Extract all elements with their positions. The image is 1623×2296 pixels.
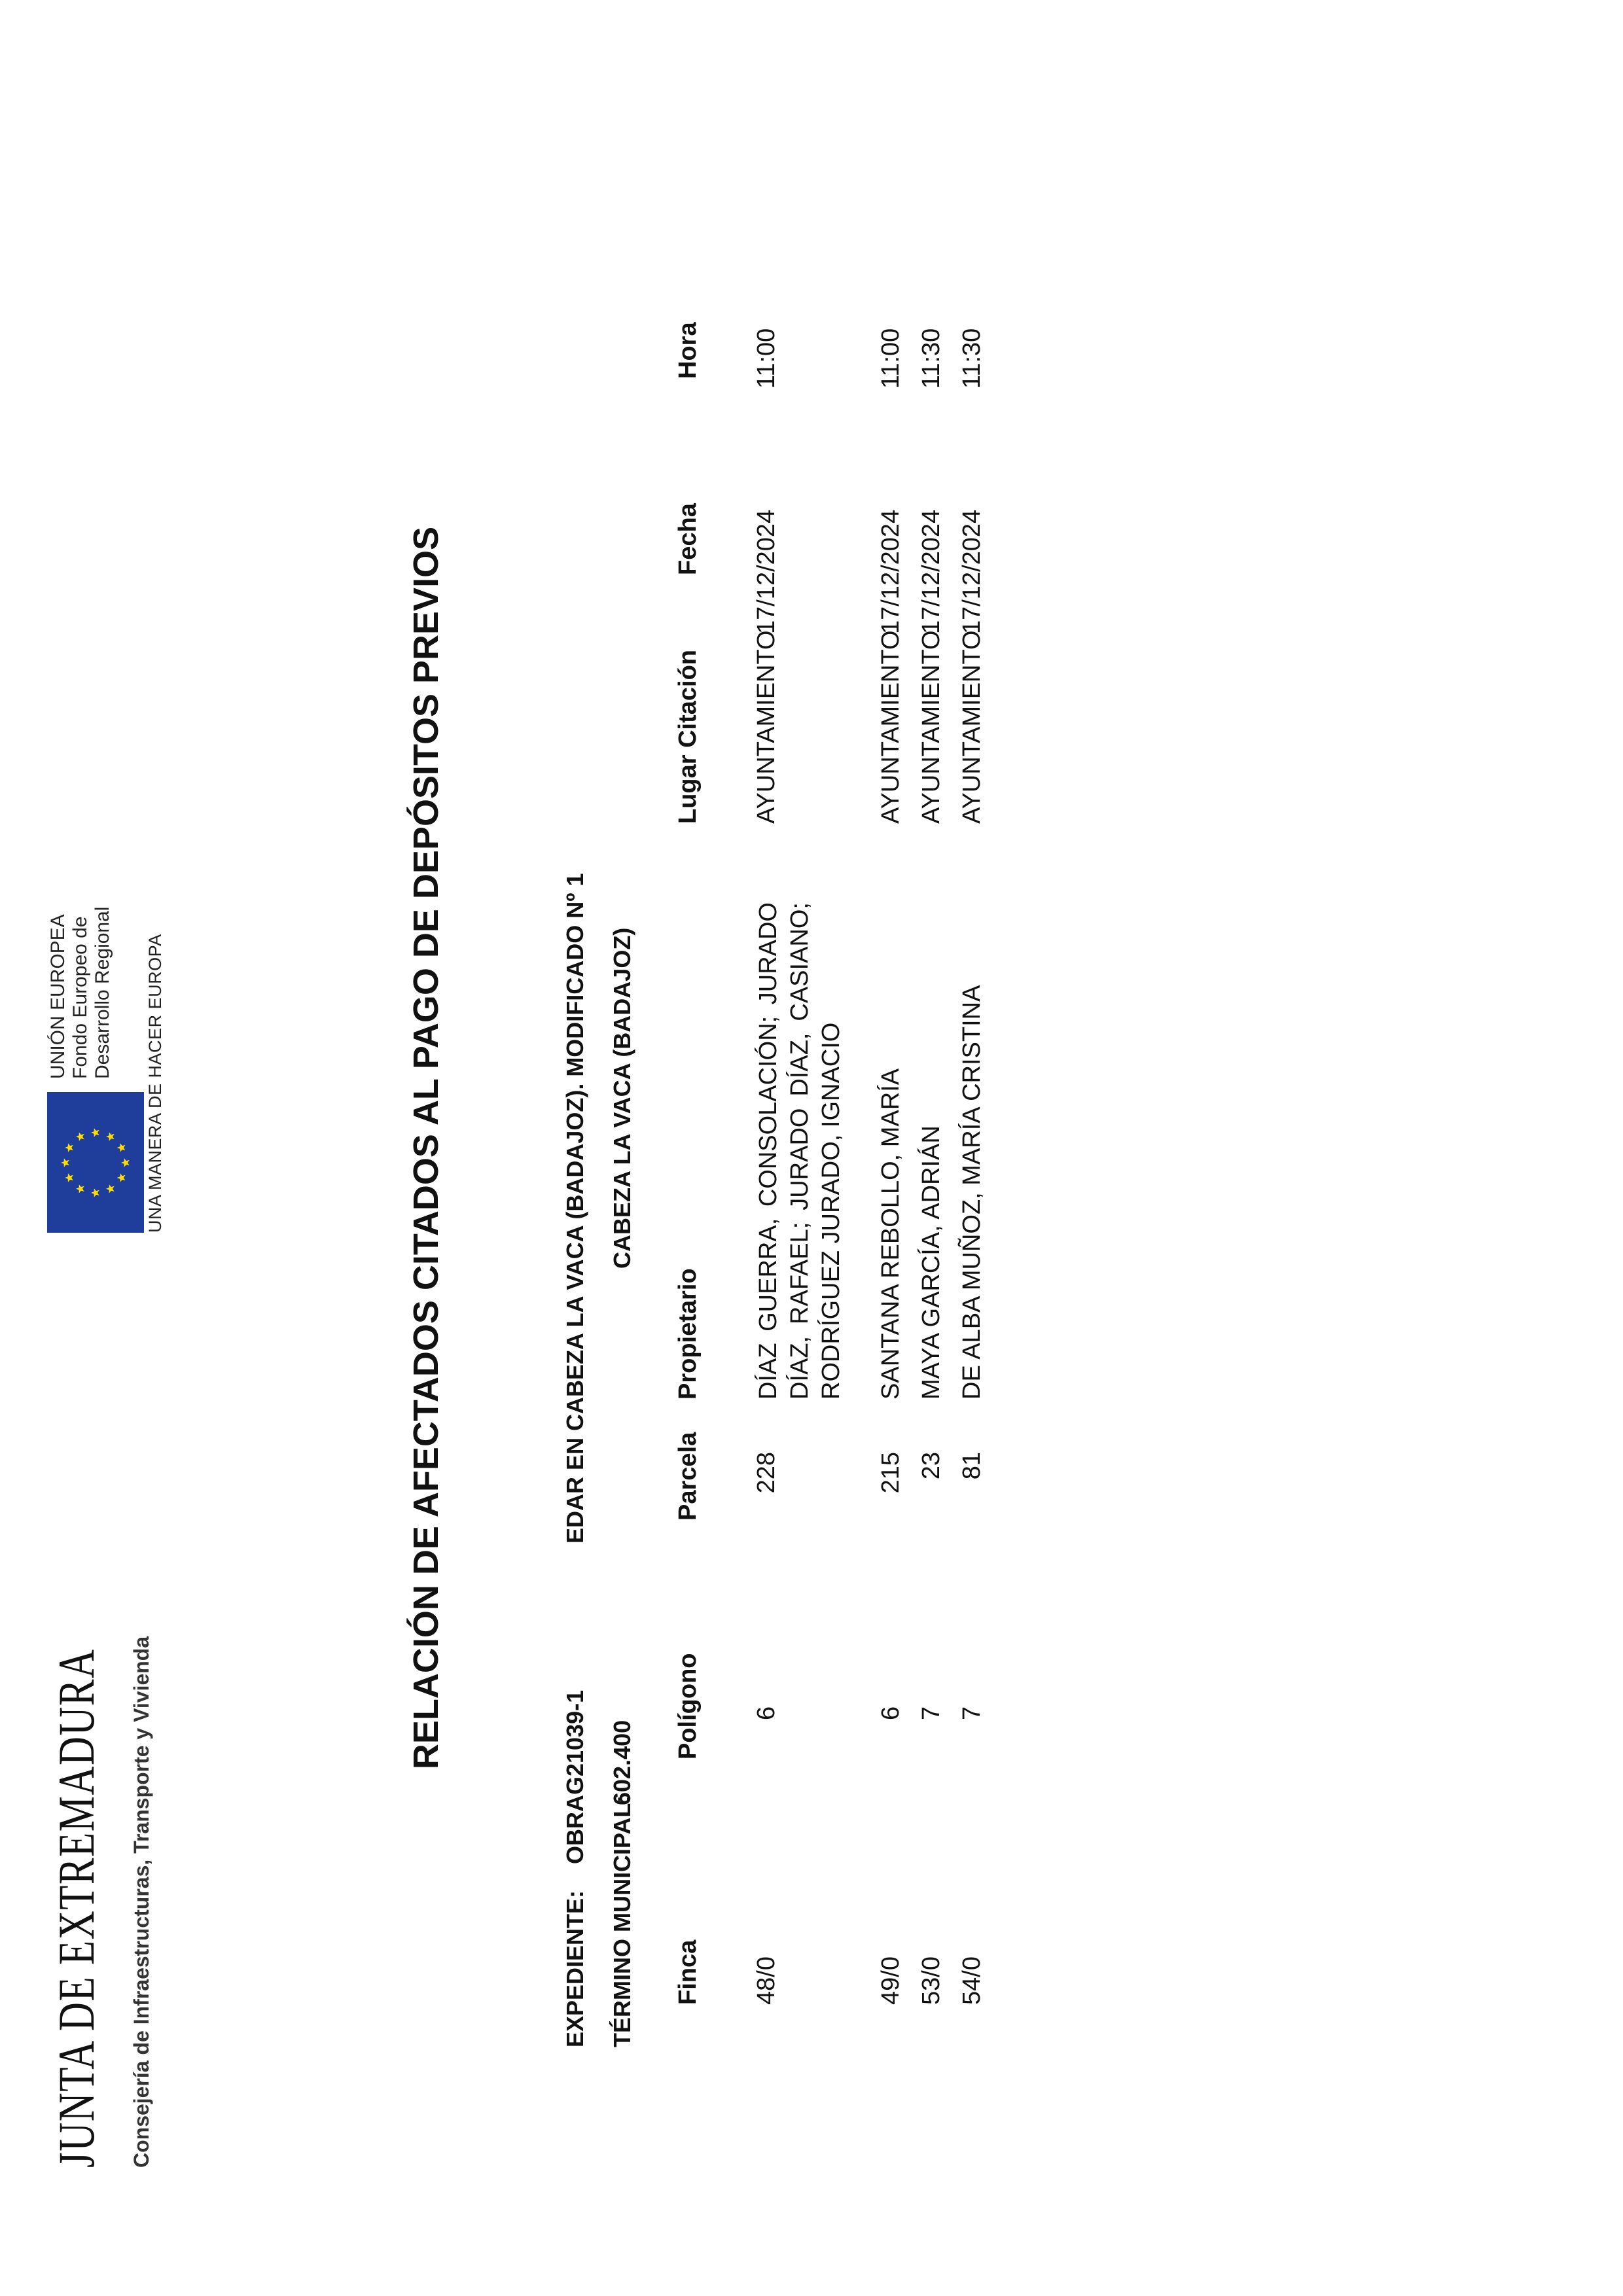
eu-text-block — [47, 907, 114, 1079]
expediente-description: EDAR EN CABEZA LA VACA (BADAJOZ). MODIFICADO Nº 1 — [562, 873, 588, 1544]
cell-finca: 53/0 — [918, 1956, 945, 2005]
cell-hora: 11:30 — [958, 328, 986, 389]
cell-lugar: AYUNTAMIENTO — [958, 630, 986, 824]
termino-description: CABEZA LA VACA (BADAJOZ) — [609, 927, 635, 1269]
eu-line-2: Fondo Europeo de — [69, 916, 91, 1079]
cell-finca: 49/0 — [877, 1956, 904, 2005]
cell-finca: 54/0 — [958, 1956, 986, 2005]
eu-star — [117, 1143, 126, 1152]
eu-slogan: UNA MANERA DE HACER EUROPA — [145, 934, 165, 1233]
cell-lugar: AYUNTAMIENTO — [877, 630, 904, 824]
cell-propietario: DÍAZ GUERRA, CONSOLACIÓN; JURADO DÍAZ, RAFAEL; JURADO DÍAZ, CASIANO; RODRÍGUEZ JURADO, IGNACIO — [755, 902, 845, 1400]
column-header-parcela: Parcela — [674, 1432, 702, 1521]
expediente-value: OBRAG21039-1 — [562, 1689, 588, 1864]
cell-propietario: DE ALBA MUÑOZ, MARÍA CRISTINA — [958, 985, 986, 1400]
cell-parcela: 215 — [877, 1452, 904, 1494]
eu-flag-icon — [47, 1092, 144, 1233]
cell-poligono: 6 — [753, 1706, 780, 1720]
termino-value: 602.400 — [609, 1720, 635, 1805]
eu-star — [91, 1128, 99, 1137]
eu-star — [65, 1143, 73, 1152]
consejeria-name: Consejería de Infraestructuras, Transporte y Vivienda — [130, 1636, 153, 2168]
column-header-poligono: Polígono — [674, 1653, 702, 1759]
column-header-lugar: Lugar Citación — [674, 649, 702, 824]
column-header-hora: Hora — [674, 322, 702, 379]
page-title: RELACIÓN DE AFECTADOS CITADOS AL PAGO DE DEPÓSITOS PREVIOS — [406, 526, 446, 1770]
cell-lugar: AYUNTAMIENTO — [753, 630, 780, 824]
cell-hora: 11:30 — [918, 328, 945, 389]
eu-star — [76, 1133, 84, 1141]
cell-hora: 11:00 — [877, 328, 904, 389]
cell-poligono: 7 — [958, 1706, 986, 1720]
cell-parcela: 23 — [918, 1452, 945, 1480]
expediente-label: EXPEDIENTE: — [562, 1890, 588, 2047]
termino-label: TÉRMINO MUNICIPAL: — [609, 1795, 635, 2047]
cell-propietario: SANTANA REBOLLO, MARÍA — [877, 1068, 904, 1400]
cell-parcela: 81 — [958, 1452, 986, 1480]
column-header-finca: Finca — [674, 1939, 702, 2005]
eu-line-1: UNIÓN EUROPEA — [47, 914, 69, 1079]
eu-star — [65, 1173, 73, 1182]
cell-lugar: AYUNTAMIENTO — [918, 630, 945, 824]
cell-fecha: 17/12/2024 — [753, 509, 780, 634]
cell-fecha: 17/12/2024 — [877, 509, 904, 634]
cell-hora: 11:00 — [753, 328, 780, 389]
cell-propietario: MAYA GARCÍA, ADRIÁN — [918, 1125, 945, 1400]
eu-star — [61, 1158, 69, 1167]
cell-parcela: 228 — [753, 1452, 780, 1494]
column-header-propietario: Propietario — [674, 1268, 702, 1400]
cell-poligono: 7 — [918, 1706, 945, 1720]
eu-star — [106, 1184, 115, 1193]
cell-fecha: 17/12/2024 — [918, 509, 945, 634]
eu-star — [106, 1133, 115, 1141]
column-header-fecha: Fecha — [674, 503, 702, 575]
eu-star — [121, 1158, 130, 1167]
cell-poligono: 6 — [877, 1706, 904, 1720]
eu-star — [91, 1188, 99, 1197]
eu-star — [117, 1173, 126, 1182]
cell-finca: 48/0 — [753, 1956, 780, 2005]
junta-logo-text: JUNTA DE EXTREMADURA — [48, 1648, 105, 2168]
eu-line-3: Desarrollo Regional — [92, 906, 113, 1079]
cell-fecha: 17/12/2024 — [958, 509, 986, 634]
eu-star — [76, 1184, 84, 1193]
